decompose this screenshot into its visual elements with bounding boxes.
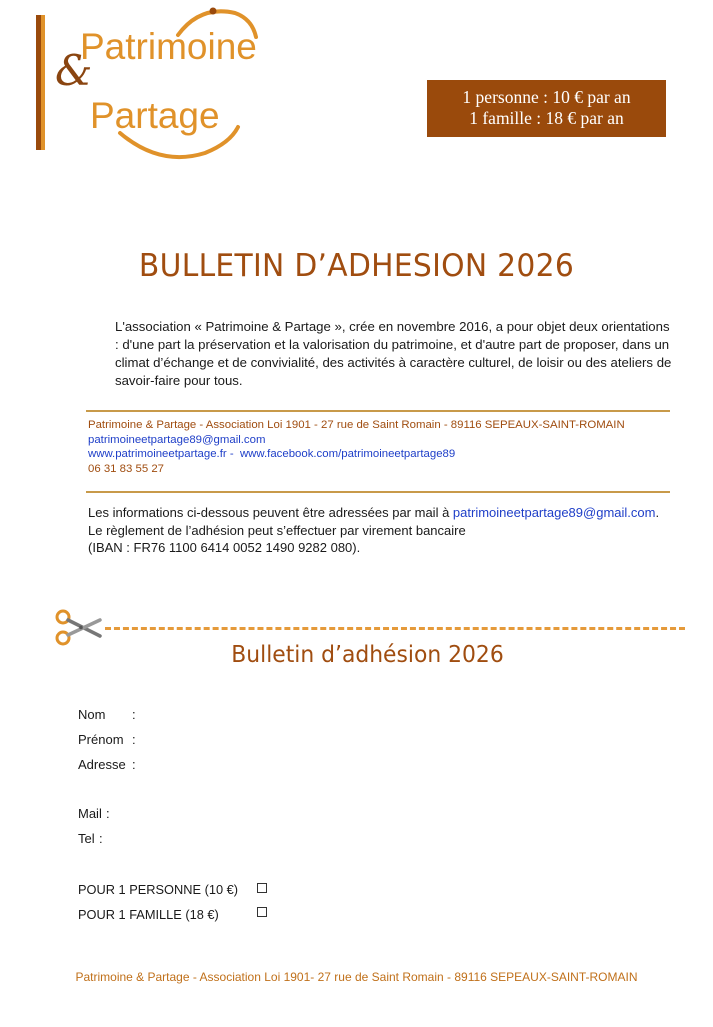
info-mail-prefix: Les informations ci-dessous peuvent être adressées par mail à [88,505,453,520]
field-adresse-label: Adresse [78,757,126,772]
cut-line [105,627,685,630]
info-iban: (IBAN : FR76 1100 6414 0052 1490 9282 080). [88,540,361,555]
footer-address: Patrimoine & Partage - Association Loi 1901- 27 rue de Saint Romain - 89116 SEPEAUX-SAINT-ROMAIN [75,970,638,984]
divider-top [86,410,670,412]
field-mail-label: Mail [78,806,102,821]
field-prenom[interactable]: Prénom : [78,732,136,747]
option-personne-label: POUR 1 PERSONNE (10 €) [78,882,239,897]
field-tel-label: Tel [78,831,95,846]
info-email-link[interactable]: patrimoineetpartage89@gmail.com [452,505,656,520]
contact-address: Patrimoine & Partage - Association Loi 1901 - 27 rue de Saint Romain - 89116 SEPEAUX-SAINT-ROMAIN [88,419,625,431]
contact-email-link[interactable]: patrimoineetpartage89@gmail.com [88,433,266,446]
divider-bottom [86,491,670,493]
contact-phone: 06 31 83 55 27 [88,462,165,475]
intro-paragraph: L'association « Patrimoine & Partage », crée en novembre 2016, a pour objet deux orientations : d'une part la préservation et la valorisation du patrimoine, et d'autre part de proposer, dans un climat d’échange et de convivialité, des activités à caractère culturel, de loisir ou des ateliers de savoir-faire pour tous. [115,319,672,388]
website-link[interactable]: www.patrimoineetpartage.fr [88,448,227,460]
field-prenom-label: Prénom [78,732,124,747]
info-mail-suffix: . [655,505,660,520]
link-separator: - [226,448,240,460]
page-title: BULLETIN D’ADHESION 2026 [138,248,575,284]
field-tel[interactable]: Tel : [78,831,103,846]
info-block [88,504,659,557]
field-nom-label: Nom [78,707,106,722]
field-nom[interactable]: Nom : [78,707,136,722]
price-family: 1 famille : 18 € par an [469,108,624,128]
checkbox-famille[interactable] [257,907,267,917]
field-mail[interactable]: Mail : [78,806,110,821]
price-box [427,80,666,137]
form-title: Bulletin d’adhésion 2026 [231,642,504,668]
option-famille [78,907,219,922]
option-personne [78,882,238,897]
logo-line1: Patrimoine [80,26,257,67]
option-famille-label: POUR 1 FAMILLE (18 €) [78,907,219,922]
contact-block [88,418,625,476]
logo-ampersand: & [55,46,93,95]
info-payment: Le règlement de l’adhésion peut s’effectuer par virement bancaire [88,522,466,538]
checkbox-personne[interactable] [257,883,267,893]
logo-line2: Partage [90,95,220,136]
price-person: 1 personne : 10 € par an [462,87,631,107]
field-adresse[interactable]: Adresse : [78,757,136,772]
facebook-link[interactable]: www.facebook.com/patrimoineetpartage89 [239,448,456,460]
